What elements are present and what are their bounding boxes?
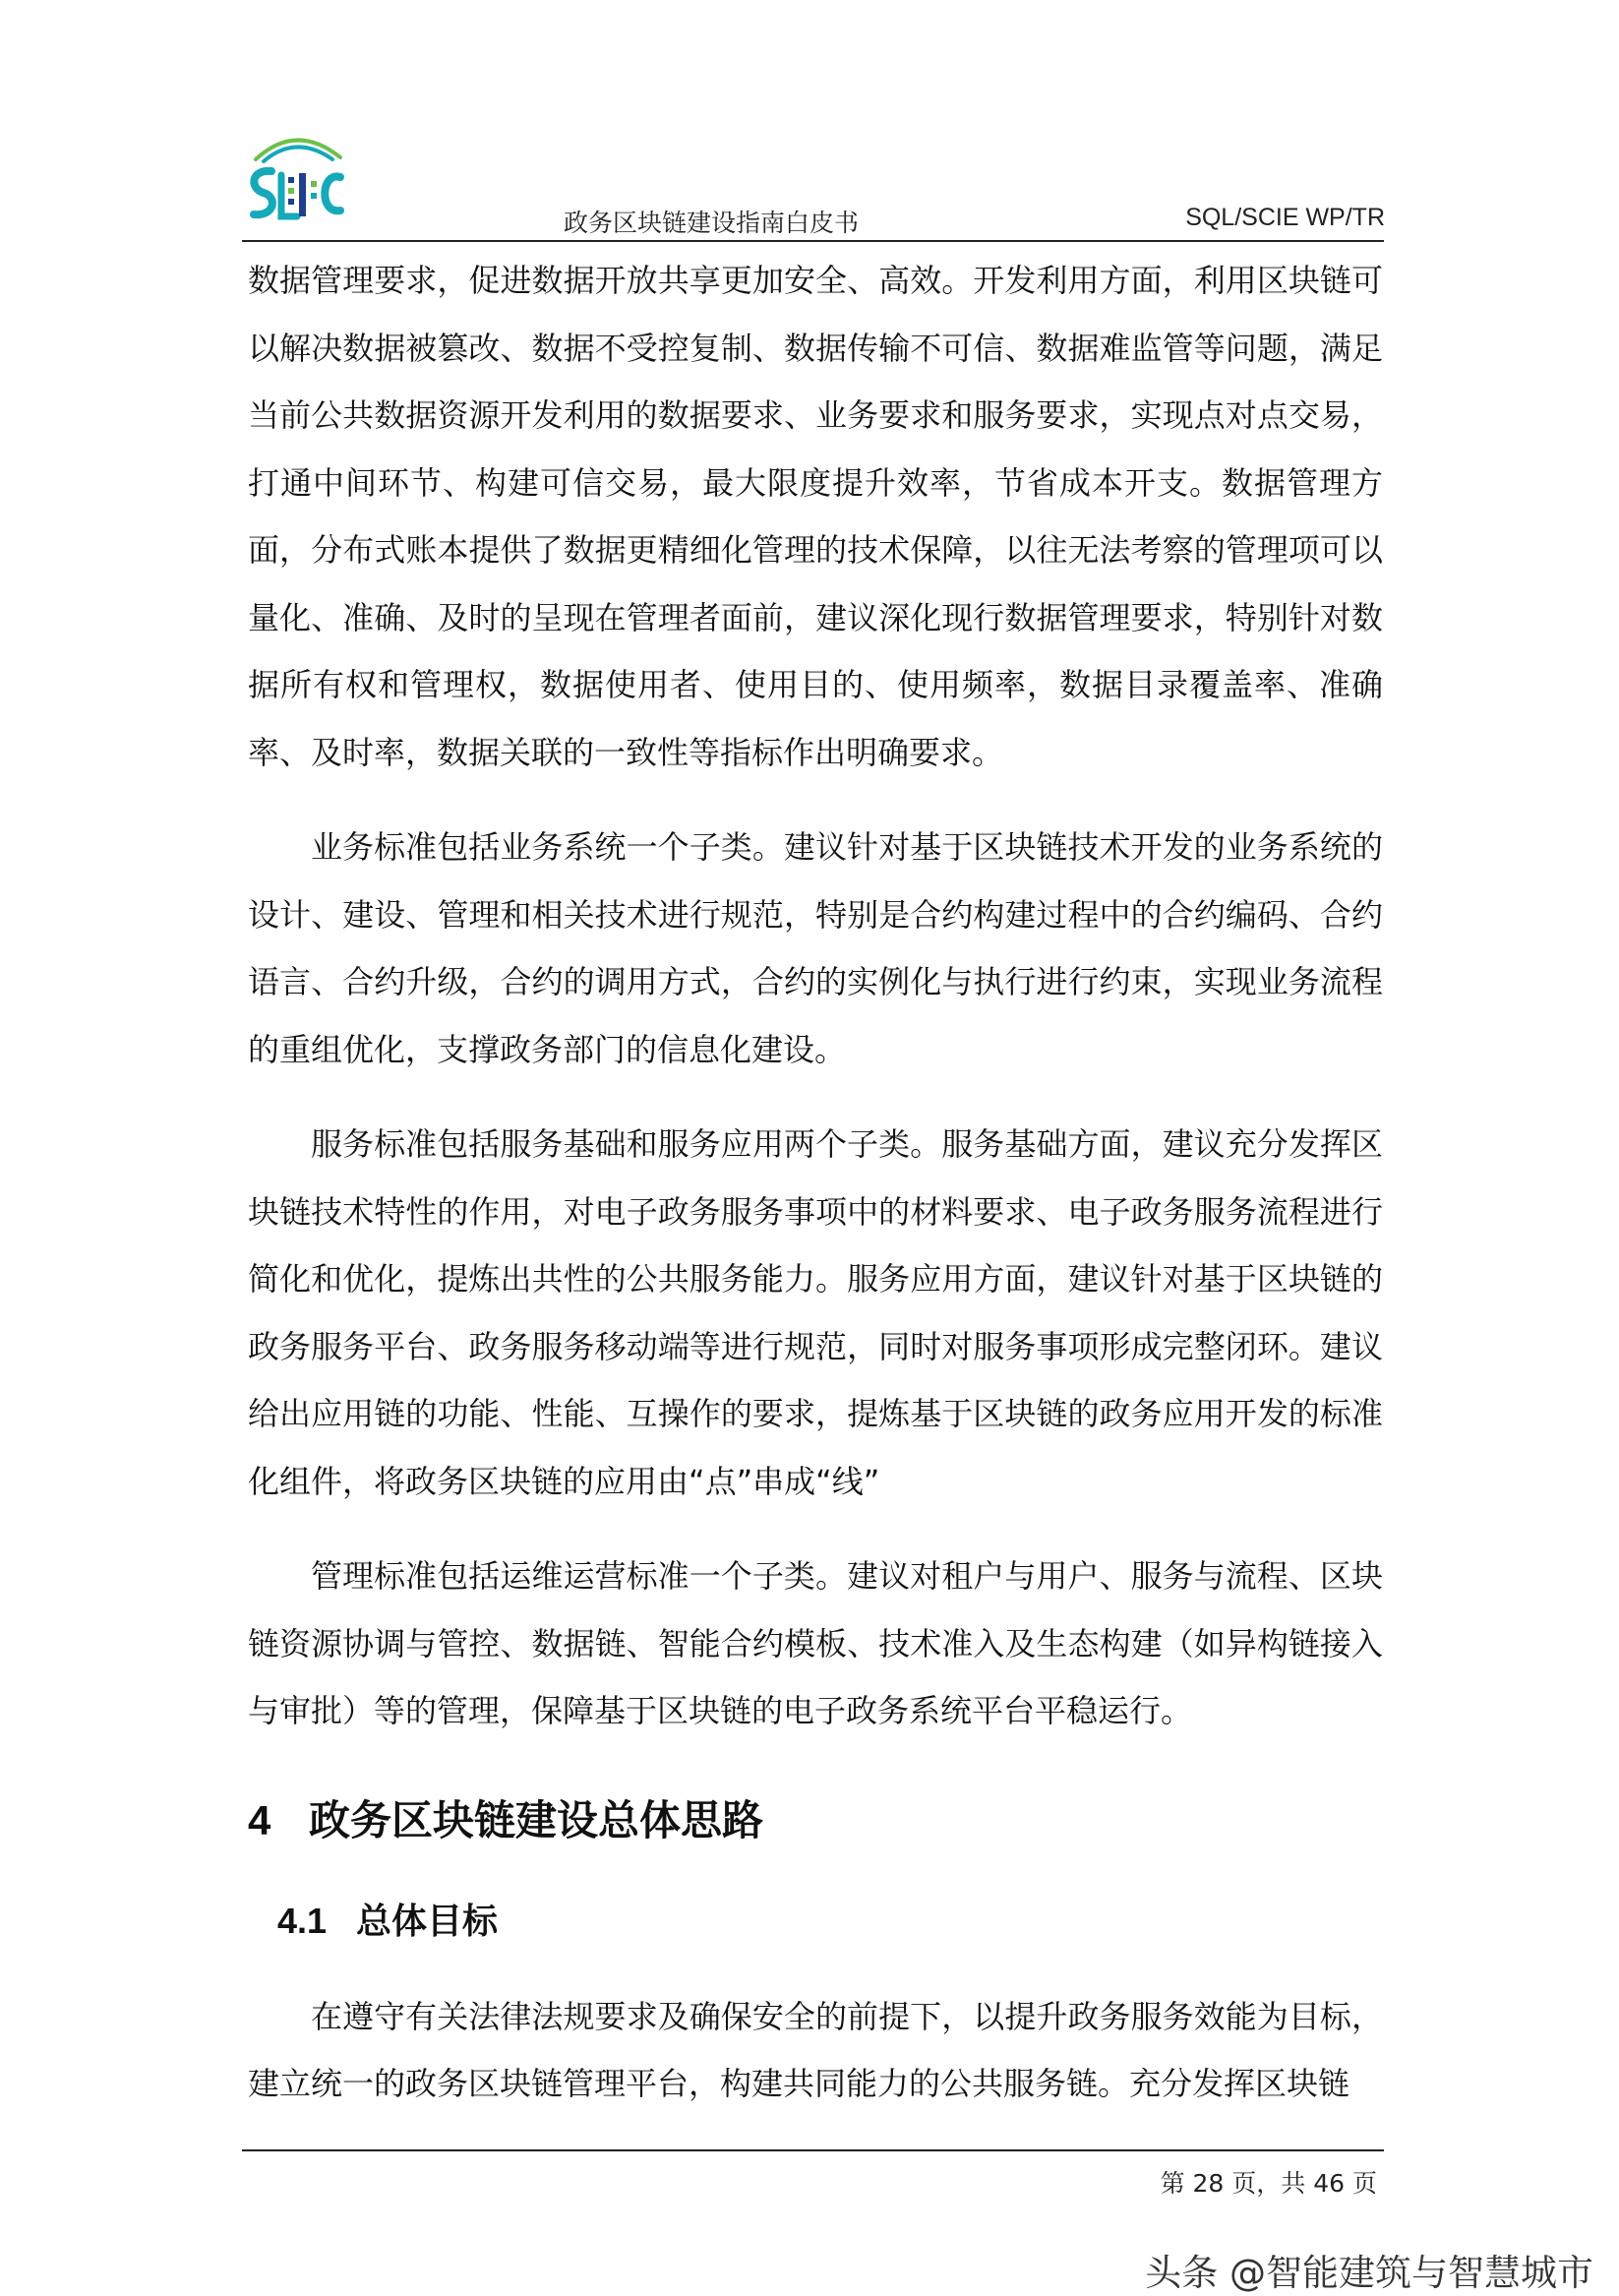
section-number: 4 <box>248 1796 271 1843</box>
header-doc-code: SQL/SCIE WP/TR <box>1185 204 1385 231</box>
watermark: 头条 @智能建筑与智慧城市 <box>1145 2252 1593 2294</box>
section-title: 政务区块链建设总体思路 <box>309 1795 764 1844</box>
page-number: 第 28 页，共 46 页 <box>1160 2169 1377 2198</box>
subsection-heading <box>277 1880 1383 1964</box>
footer-rule <box>242 2149 1384 2151</box>
subsection-title: 总体目标 <box>356 1901 499 1942</box>
paragraph-business-standards: 业务标准包括业务系统一个子类。建议针对基于区块链技术开发的业务系统的设计、建设、管理和相关技术进行规范，特别是合约构建过程中的合约编码、合约语言、合约升级，合约的调用方式，合约的实例化与执行进行约束，实现业务流程的重组优化，支撑政务部门的信息化建设。 <box>248 828 1383 1068</box>
scie-logo <box>242 126 350 229</box>
document-body <box>248 247 1383 2118</box>
header-rule <box>242 240 1384 242</box>
paragraph-management-standards: 管理标准包括运维运营标准一个子类。建议对租户与用户、服务与流程、区块链资源协调与管控、数据链、智能合约模板、技术准入及生态构建（如异构链接入与审批）等的管理，保障基于区块链的电子政务系统平台平稳运行。 <box>248 1557 1383 1729</box>
paragraph-data-management: 数据管理要求，促进数据开放共享更加安全、高效。开发利用方面，利用区块链可以解决数据被篡改、数据不受控复制、数据传输不可信、数据难监管等问题，满足当前公共数据资源开发利用的数据要求、业务要求和服务要求，实现点对点交易，打通中间环节、构建可信交易，最大限度提升效率，节省成本开支。数据管理方面，分布式账本提供了数据更精细化管理的技术保障，以往无法考察的管理项可以量化、准确、及时的呈现在管理者面前，建议深化现行数据管理要求，特别针对数据所有权和管理权，数据使用者、使用目的、使用频率，数据目录覆盖率、准确率、及时率，数据关联的一致性等指标作出明确要求。 <box>248 262 1383 771</box>
subsection-number: 4.1 <box>277 1900 328 1941</box>
section-heading <box>248 1780 1383 1862</box>
paragraph-overall-goal: 在遵守有关法律法规要求及确保安全的前提下，以提升政务服务效能为目标，建立统一的政务区块链管理平台，构建共同能力的公共服务链。充分发挥区块链 <box>248 1997 1383 2102</box>
header-title: 政务区块链建设指南白皮书 <box>564 209 860 237</box>
paragraph-service-standards: 服务标准包括服务基础和服务应用两个子类。服务基础方面，建议充分发挥区块链技术特性的作用，对电子政务服务事项中的材料要求、电子政务服务流程进行简化和优化，提炼出共性的公共服务能力。服务应用方面，建议针对基于区块链的政务服务平台、政务服务移动端等进行规范，同时对服务事项形成完整闭环。建议给出应用链的功能、性能、互操作的要求，提炼基于区块链的政务应用开发的标准化组件，将政务区块链的应用由“点”串成“线” <box>248 1125 1383 1500</box>
